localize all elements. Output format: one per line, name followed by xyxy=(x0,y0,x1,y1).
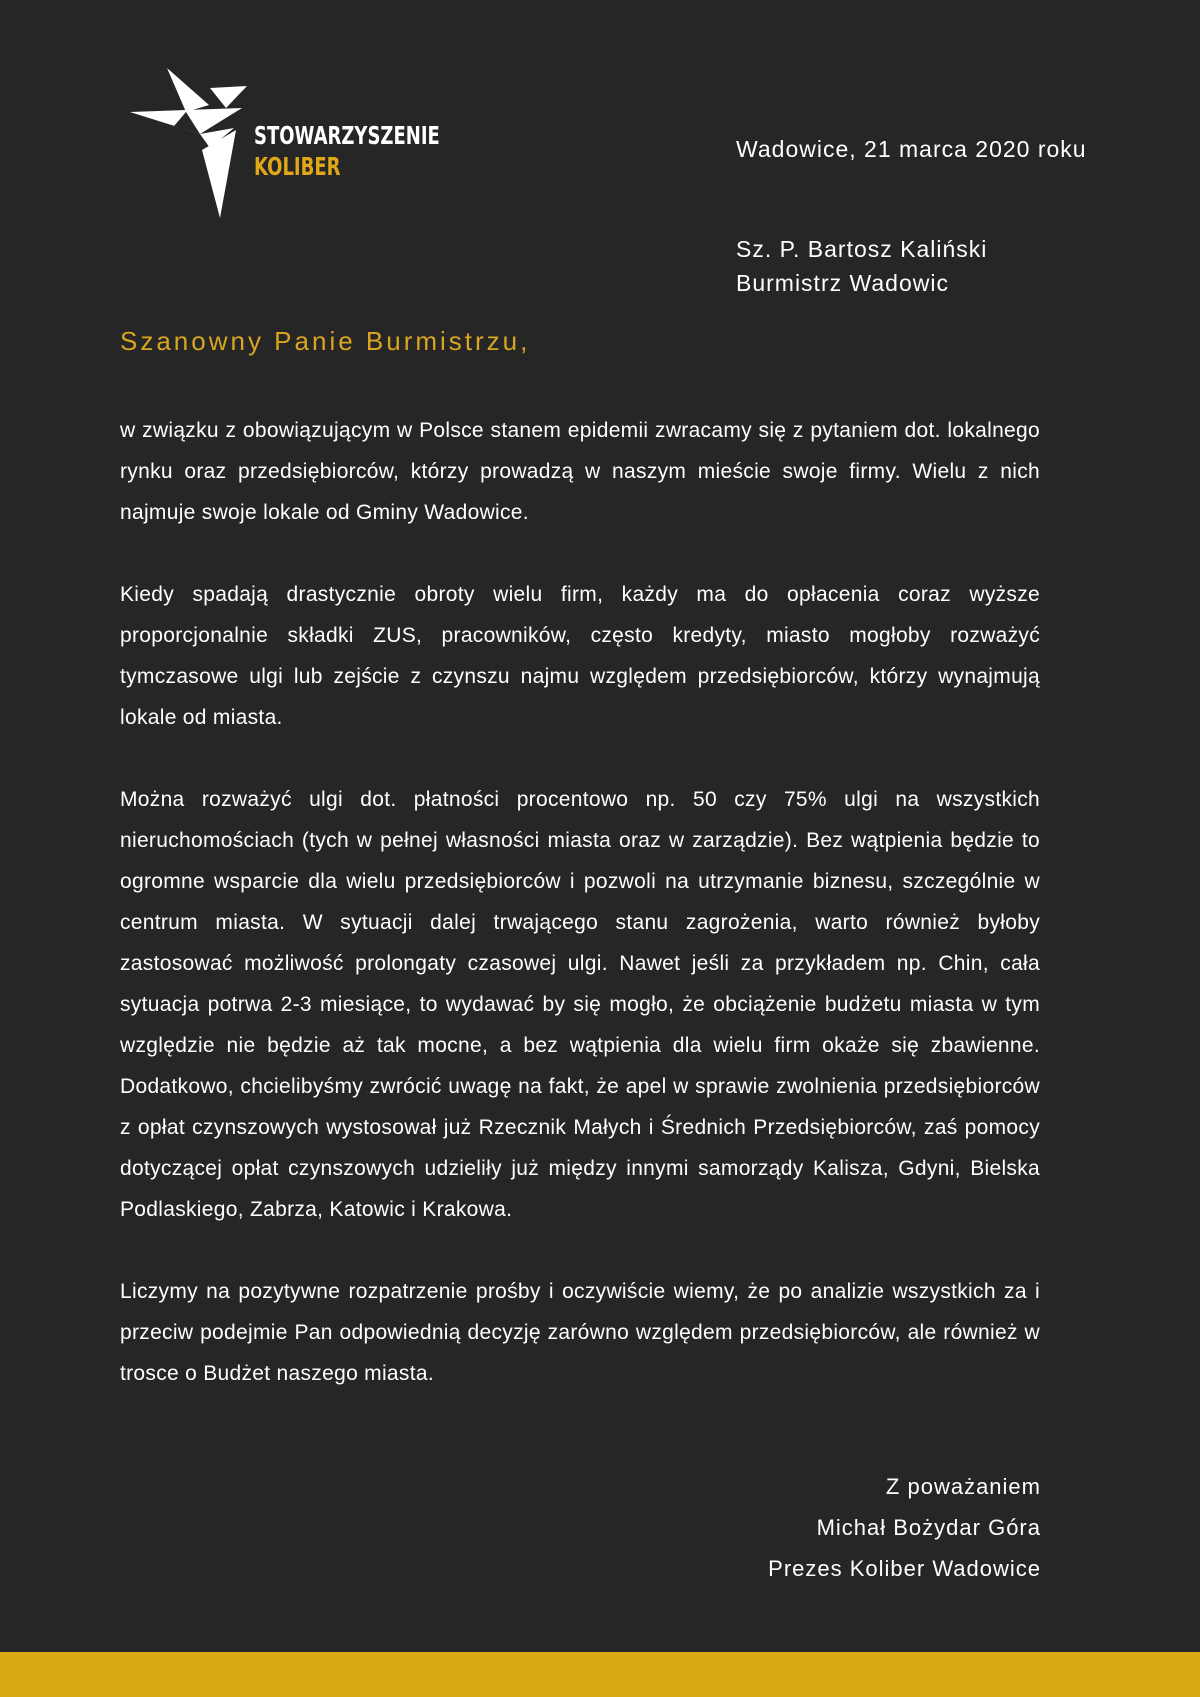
signature-closing: Z poważaniem xyxy=(885,1474,1041,1499)
body-paragraph-1: w związku z obowiązującym w Polsce stanem epidemii zwracamy się z pytaniem dot. lokalnego rynku oraz przedsiębiorców, którzy prowadzą w naszym mieście swoje firmy. Wielu z nich najmuje swoje lokale od Gminy Wadowice. xyxy=(120,419,1040,524)
logo-line-koliber: KOLIBER xyxy=(254,152,341,181)
body-paragraph-4: Liczymy na pozytywne rozpatrzenie prośby i oczywiście wiemy, że po analizie wszystkich za i przeciw podejmie Pan odpowiednią decyzję zarówno względem przedsiębiorców, ale również w trosce o Budżet naszego miasta. xyxy=(120,1280,1040,1385)
body-paragraph-2: Kiedy spadają drastycznie obroty wielu firm, każdy ma do opłacenia coraz wyższe proporcjonalnie składki ZUS, pracowników, często kredyty, miasto mogłoby rozważyć tymczasowe ulgi lub zejście z czynszu najmu względem przedsiębiorców, którzy wynajmują lokale od miasta. xyxy=(120,583,1040,729)
signature-name: Michał Bożydar Góra xyxy=(816,1515,1041,1540)
footer-accent-bar xyxy=(0,1652,1200,1697)
organization-logo xyxy=(130,68,460,218)
recipient-name: Sz. P. Bartosz Kaliński xyxy=(736,236,988,262)
logo-wordmark xyxy=(254,120,440,182)
hummingbird-logo-icon xyxy=(130,68,255,218)
signature-block xyxy=(768,1466,1041,1589)
letter-body xyxy=(120,410,1040,1394)
signature-title: Prezes Koliber Wadowice xyxy=(768,1556,1041,1581)
salutation: Szanowny Panie Burmistrzu, xyxy=(120,326,531,356)
body-paragraph-3: Można rozważyć ulgi dot. płatności procentowo np. 50 czy 75% ulgi na wszystkich nieruchomościach (tych w pełnej własności miasta oraz w zarządzie). Bez wątpienia będzie to ogromne wsparcie dla wielu przedsiębiorców i pozwoli na utrzymanie biznesu, szczególnie w centrum miasta. W sytuacji dalej trwającego stanu zagrożenia, warto również byłoby zastosować możliwość prolongaty czasowej ulgi. Nawet jeśli za przykładem np. Chin, cała sytuacja potrwa 2-3 miesiące, to wydawać by się mogło, że obciążenie budżetu miasta w tym względzie nie będzie aż tak mocne, a bez wątpienia dla wielu firm okaże się zbawienne. Dodatkowo, chcielibyśmy zwrócić uwagę na fakt, że apel w sprawie zwolnienia przedsiębiorców z opłat czynszowych wystosował już Rzecznik Małych i Średnich Przedsiębiorców, zaś pomocy dotyczącej opłat czynszowych udzieliły już między innymi samorządy Kalisza, Gdyni, Bielska Podlaskiego, Zabrza, Katowic i Krakowa. xyxy=(120,788,1040,1221)
letter-date: Wadowice, 21 marca 2020 roku xyxy=(736,136,1087,162)
recipient-title: Burmistrz Wadowic xyxy=(736,270,949,296)
recipient-block xyxy=(736,232,987,300)
logo-line-stowarzyszenie: STOWARZYSZENIE xyxy=(254,121,440,150)
